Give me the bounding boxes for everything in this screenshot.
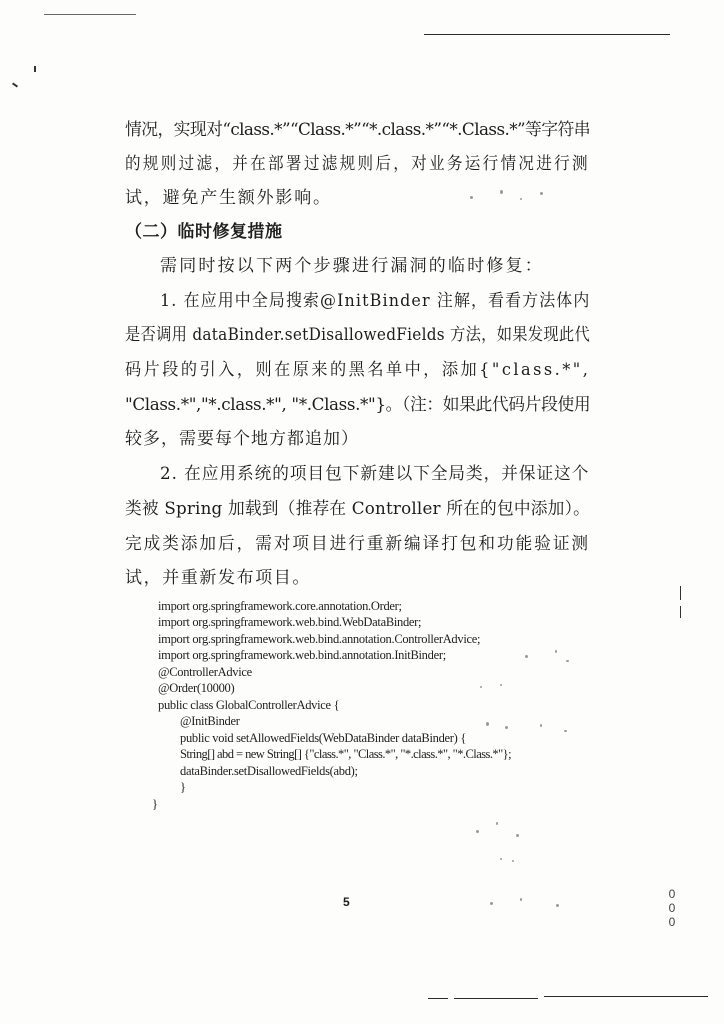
footer-rule bbox=[428, 998, 448, 999]
paragraph-line: 的规则过滤，并在部署过滤规则后，对业务运行情况进行测 bbox=[125, 154, 590, 174]
scan-speck bbox=[505, 726, 508, 729]
scan-speck bbox=[564, 730, 567, 732]
paragraph-line: 情况，实现对“class.*”“Class.*”“*.class.*”“*.Class.*”等字符串 bbox=[125, 120, 590, 140]
scan-speck bbox=[525, 655, 528, 658]
scan-speck bbox=[520, 198, 522, 200]
scan-mark bbox=[12, 82, 18, 87]
footer-rule bbox=[454, 998, 538, 999]
intro-line: 需同时按以下两个步骤进行漏洞的临时修复： bbox=[160, 256, 544, 276]
margin-digit: 0 bbox=[668, 887, 676, 901]
scan-speck bbox=[476, 830, 479, 833]
scan-speck bbox=[490, 902, 493, 905]
scan-speck bbox=[555, 650, 557, 653]
scan-mark bbox=[34, 66, 36, 72]
footer-rule bbox=[544, 996, 708, 997]
scan-speck bbox=[486, 722, 489, 726]
step1-line: 较多，需要每个地方都追加） bbox=[125, 429, 359, 449]
header-rule-right bbox=[424, 34, 670, 35]
step2-line: 类被 Spring 加载到（推荐在 Controller 所在的包中添加）。 bbox=[125, 499, 591, 519]
section-heading: （二）临时修复措施 bbox=[125, 222, 283, 242]
scan-speck bbox=[540, 192, 543, 195]
scan-speck bbox=[500, 190, 503, 194]
code-line: @InitBinder bbox=[180, 714, 240, 728]
code-line: } bbox=[180, 780, 186, 794]
step1-line: 是否调用 dataBinder.setDisallowedFields 方法，如果发现此代 bbox=[125, 325, 591, 345]
step1-line: 码片段的引入，则在原来的黑名单中，添加{"class.*", bbox=[125, 360, 591, 380]
code-line: public class GlobalControllerAdvice { bbox=[158, 698, 340, 712]
scan-speck bbox=[512, 860, 514, 862]
code-line: dataBinder.setDisallowedFields(abd); bbox=[180, 764, 358, 778]
step2-line: 2. 在应用系统的项目包下新建以下全局类，并保证这个 bbox=[160, 464, 590, 484]
scan-speck bbox=[500, 858, 502, 860]
step1-line: 1. 在应用中全局搜索@InitBinder 注解，看看方法体内 bbox=[160, 291, 591, 311]
code-line: import org.springframework.core.annotation.Order; bbox=[158, 599, 402, 613]
scan-speck bbox=[500, 684, 502, 686]
code-line: import org.springframework.web.bind.annotation.ControllerAdvice; bbox=[158, 632, 481, 646]
paragraph-line: 试，避免产生额外影响。 bbox=[125, 188, 332, 208]
step2-line: 试，并重新发布项目。 bbox=[125, 568, 311, 588]
margin-digit: 0 bbox=[668, 915, 676, 929]
header-rule-left bbox=[44, 14, 136, 15]
scan-speck bbox=[556, 904, 559, 907]
margin-digits bbox=[666, 887, 678, 929]
scan-speck bbox=[516, 834, 519, 837]
margin-mark bbox=[680, 586, 681, 600]
step1-line: "Class.*","*.class.*", "*.Class.*"}。（注：如果此代码片段使用 bbox=[125, 395, 591, 415]
scan-speck bbox=[566, 660, 569, 662]
code-line: @ControllerAdvice bbox=[158, 665, 252, 679]
scan-speck bbox=[496, 822, 498, 825]
code-line: public void setAllowedFields(WebDataBinder dataBinder) { bbox=[180, 731, 467, 745]
scan-speck bbox=[520, 898, 522, 901]
code-line: } bbox=[152, 797, 158, 811]
scan-speck bbox=[480, 686, 482, 688]
code-line: @Order(10000) bbox=[158, 681, 235, 695]
step2-line: 完成类添加后，需对项目进行重新编译打包和功能验证测 bbox=[125, 534, 591, 554]
code-line: String[] abd = new String[] {"class.*", "Class.*", "*.class.*", "*.Class.*"}; bbox=[180, 747, 512, 761]
code-line: import org.springframework.web.bind.WebDataBinder; bbox=[158, 615, 422, 629]
page-number: 5 bbox=[343, 895, 350, 909]
margin-digit: 0 bbox=[668, 901, 676, 915]
margin-mark bbox=[680, 606, 681, 618]
scan-speck bbox=[470, 196, 473, 199]
scan-speck bbox=[540, 724, 542, 727]
code-line: import org.springframework.web.bind.annotation.InitBinder; bbox=[158, 648, 446, 662]
